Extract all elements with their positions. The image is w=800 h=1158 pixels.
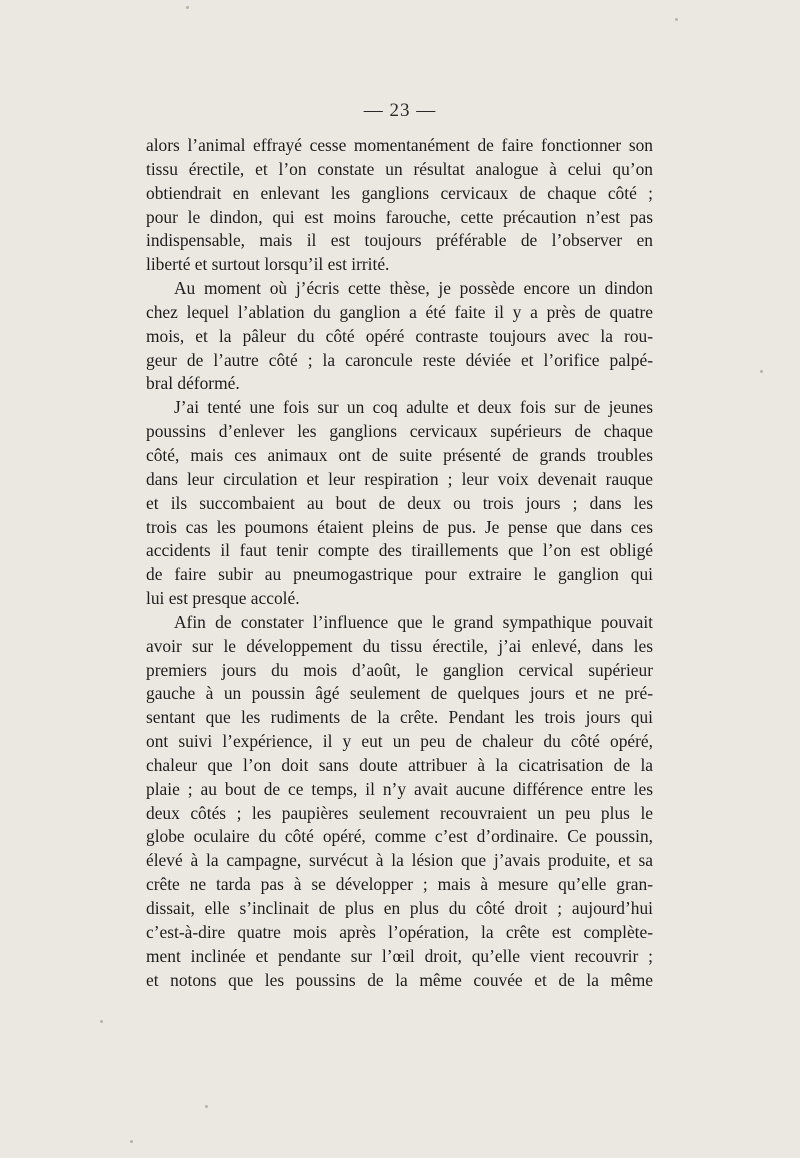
text-line: chez lequel l’ablation du ganglion a été faite il y a près de quatre [146, 301, 653, 322]
text-line: côté, mais ces animaux ont de suite présenté de grands troubles [146, 444, 653, 465]
text-line: gauche à un poussin âgé seulement de quelques jours et ne pré- [146, 683, 653, 704]
text-line: pour le dindon, qui est moins farouche, cette précaution n’est pas [146, 206, 653, 227]
page-number: — 23 — [363, 100, 437, 121]
text-line: dissait, elle s’inclinait de plus en plus du côté droit ; aujourd’hui [146, 898, 653, 918]
text-line: geur de l’autre côté ; la caroncule reste déviée et l’orifice palpé- [146, 349, 653, 370]
paper-speck [100, 1020, 103, 1023]
text-line: alors l’animal effrayé cesse momentanément de faire fonctionner son [146, 135, 653, 155]
text-line: bral déformé. [146, 373, 240, 394]
text-line: c’est-à-dire quatre mois après l’opération, la crête est complète- [146, 921, 653, 942]
text-line: chaleur que l’on doit sans doute attribuer à la cicatrisation de la [146, 754, 653, 775]
paper-speck [675, 18, 678, 21]
text-line: indispensable, mais il est toujours préférable de l’observer en [146, 230, 653, 251]
paper-speck [205, 1105, 208, 1108]
text-line: accidents il faut tenir compte des tiraillements que l’on est obligé [146, 540, 653, 561]
text-line: premiers jours du mois d’août, le ganglion cervical supérieur [146, 659, 653, 680]
paper-speck [186, 6, 189, 9]
text-line: ont suivi l’expérience, il y eut un peu de chaleur du côté opéré, [146, 731, 653, 752]
text-line: de faire subir au pneumogastrique pour extraire le ganglion qui [146, 564, 653, 585]
text-line: deux côtés ; les paupières seulement recouvraient un peu plus le [146, 802, 653, 823]
paper-speck [760, 370, 763, 373]
text-line: crête ne tarda pas à se développer ; mais à mesure qu’elle gran- [146, 874, 653, 895]
text-line: sentant que les rudiments de la crête. Pendant les trois jours qui [146, 707, 653, 728]
text-line: trois cas les poumons étaient pleins de pus. Je pense que dans ces [146, 516, 653, 537]
text-line: plaie ; au bout de ce temps, il n’y avait aucune différence entre les [146, 778, 653, 799]
text-line: liberté et surtout lorsqu’il est irrité. [146, 254, 390, 275]
text-line: avoir sur le développement du tissu érectile, j’ai enlevé, dans les [146, 635, 653, 656]
text-line: et notons que les poussins de la même couvée et de la même [146, 969, 653, 990]
text-line: dans leur circulation et leur respiration ; leur voix devenait rauque [146, 468, 653, 489]
text-line: lui est presque accolé. [146, 588, 300, 609]
text-line: globe oculaire du côté opéré, comme c’est d’ordinaire. Ce poussin, [146, 826, 653, 847]
text-line: mois, et la pâleur du côté opéré contraste toujours avec la rou- [146, 325, 653, 346]
text-line: ment inclinée et pendante sur l’œil droit, qu’elle vient recouvrir ; [146, 945, 653, 966]
text-line: Afin de constater l’influence que le grand sympathique pouvait [174, 611, 653, 632]
text-line: J’ai tenté une fois sur un coq adulte et deux fois sur de jeunes [174, 397, 653, 418]
paper-speck [130, 1140, 133, 1143]
text-line: et ils succombaient au bout de deux ou trois jours ; dans les [146, 492, 653, 513]
text-line: tissu érectile, et l’on constate un résultat analogue à celui qu’on [146, 158, 653, 179]
body-text [146, 134, 653, 992]
text-line: poussins d’enlever les ganglions cervicaux supérieurs de chaque [146, 421, 653, 442]
text-line: obtiendrait en enlevant les ganglions cervicaux de chaque côté ; [146, 182, 653, 203]
text-line: élevé à la campagne, survécut à la lésion que j’avais produite, et sa [146, 850, 653, 871]
text-line: Au moment où j’écris cette thèse, je possède encore un dindon [174, 278, 653, 299]
